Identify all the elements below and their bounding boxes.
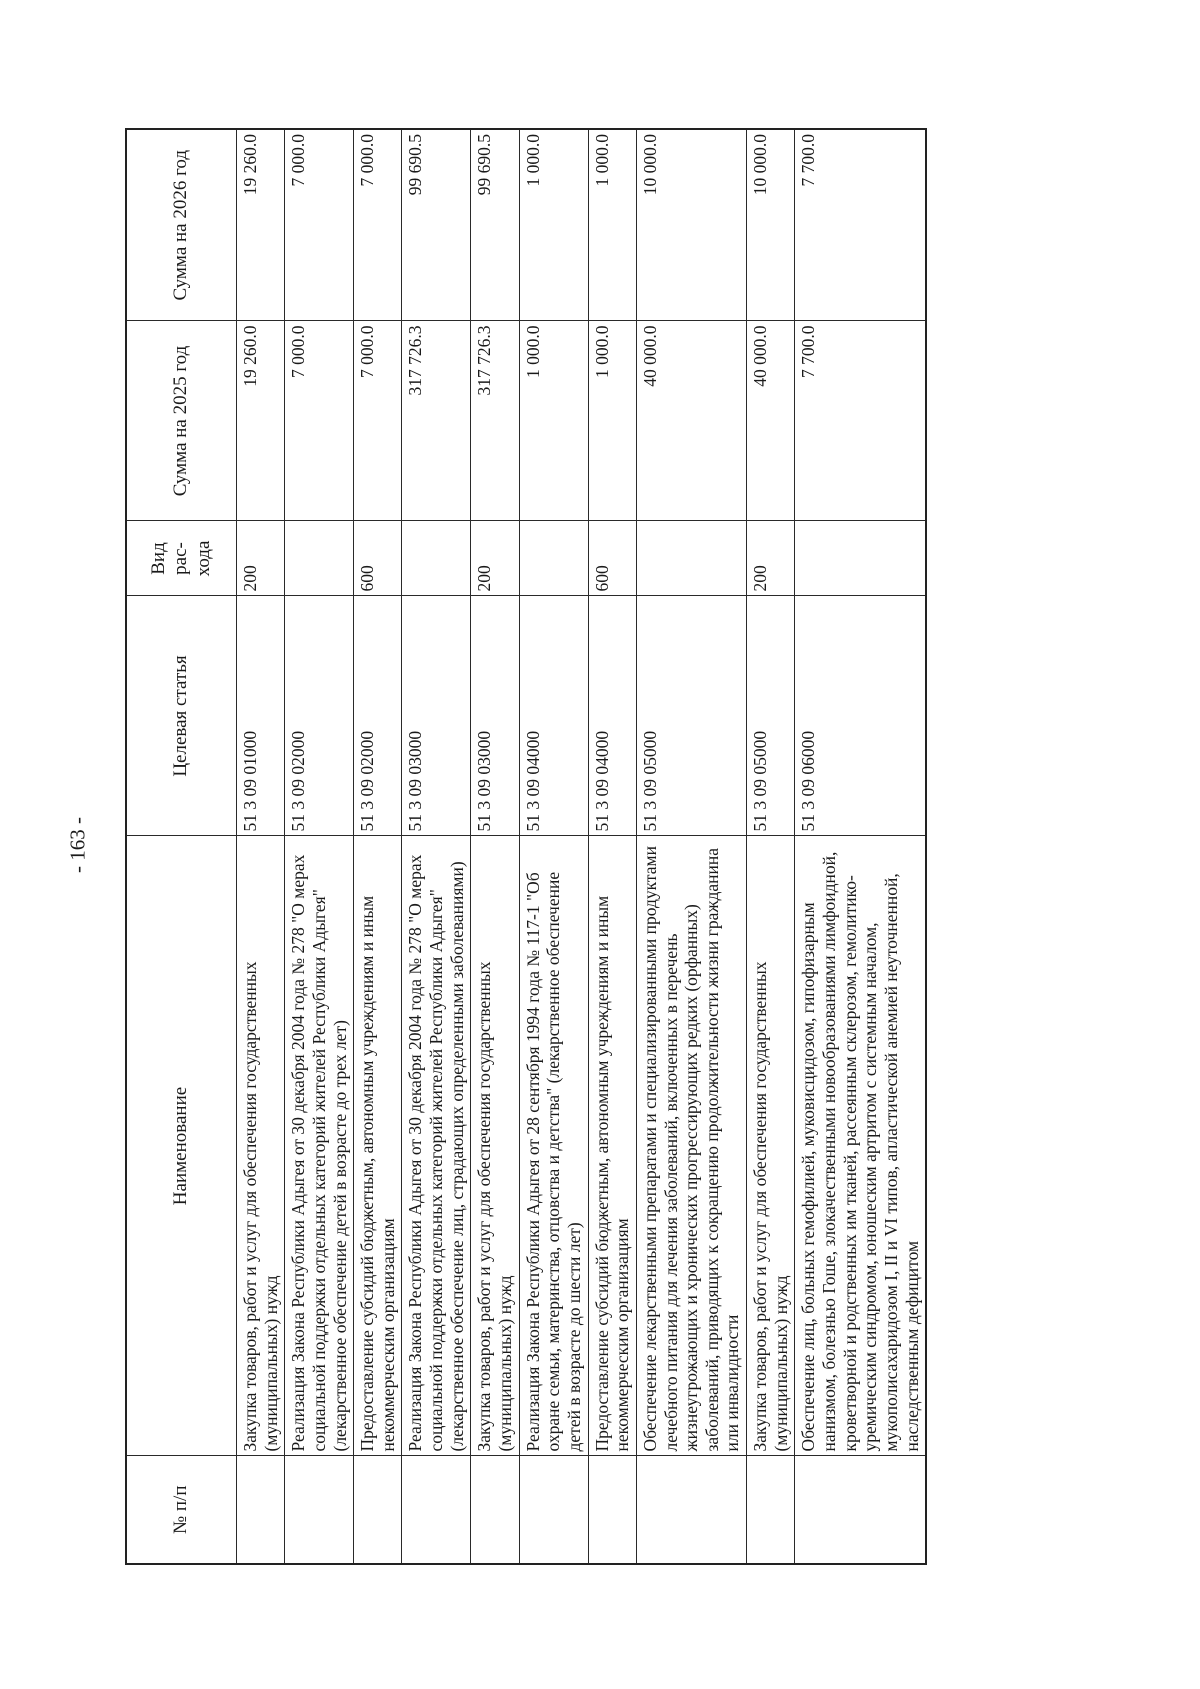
table-row (402, 129, 471, 1564)
row-sum-2025: 1 000.0 (588, 321, 636, 521)
table-row (471, 129, 519, 1564)
header-sum-2026: Сумма на 2026 год (126, 129, 237, 321)
header-code: Целевая статья (126, 596, 237, 836)
row-sum-2025: 40 000.0 (636, 321, 746, 521)
table-row (519, 129, 588, 1564)
row-name: Обеспечение лекарственными препаратами и специализированными продуктами лечебного питания для лечения заболеваний, включенных в перечень жизнеугрожающих и хронических прогрессирующих редких (орфанных) заболеваний, приводящих к сокращению продолжительности жизни гражданина или инвалидности (636, 836, 746, 1456)
row-sum-2025: 7 000.0 (285, 321, 354, 521)
row-idx (237, 1456, 285, 1564)
row-name: Реализация Закона Республики Адыгея от 28 сентября 1994 года № 117-1 "Об охране семьи, материнства, отцовства и детства" (лекарственное обеспечение детей в возрасте до шести лет) (519, 836, 588, 1456)
row-vid: 200 (237, 521, 285, 596)
row-sum-2026: 99 690.5 (471, 129, 519, 321)
table-row (795, 129, 926, 1564)
row-idx (402, 1456, 471, 1564)
row-code: 51 3 09 01000 (237, 596, 285, 836)
table-row (747, 129, 795, 1564)
row-sum-2026: 10 000.0 (747, 129, 795, 321)
table-row (636, 129, 746, 1564)
row-name: Предоставление субсидий бюджетным, автономным учреждениям и иным некоммерческим организациям (354, 836, 402, 1456)
row-vid: 600 (354, 521, 402, 596)
row-idx (747, 1456, 795, 1564)
row-code: 51 3 09 03000 (471, 596, 519, 836)
row-sum-2025: 317 726.3 (471, 321, 519, 521)
row-code: 51 3 09 06000 (795, 596, 926, 836)
row-idx (285, 1456, 354, 1564)
row-vid: 200 (471, 521, 519, 596)
table-header-row (126, 129, 237, 1564)
row-idx (354, 1456, 402, 1564)
row-code: 51 3 09 05000 (636, 596, 746, 836)
table-row (285, 129, 354, 1564)
header-vid: Вид рас- хода (126, 521, 237, 596)
row-name: Закупка товаров, работ и услуг для обеспечения государственных (муниципальных) нужд (471, 836, 519, 1456)
row-name: Реализация Закона Республики Адыгея от 30 декабря 2004 года № 278 "О мерах социальной поддержки отдельных категорий жителей Республики Адыгея" (лекарственное обеспечение детей в возрасте до трех лет) (285, 836, 354, 1456)
row-code: 51 3 09 04000 (588, 596, 636, 836)
row-sum-2025: 40 000.0 (747, 321, 795, 521)
row-sum-2026: 10 000.0 (636, 129, 746, 321)
budget-table (125, 128, 927, 1565)
row-code: 51 3 09 02000 (354, 596, 402, 836)
row-sum-2025: 1 000.0 (519, 321, 588, 521)
budget-table-container (125, 130, 1175, 1565)
row-sum-2025: 7 000.0 (354, 321, 402, 521)
table-row (588, 129, 636, 1564)
row-idx (795, 1456, 926, 1564)
row-sum-2025: 317 726.3 (402, 321, 471, 521)
row-sum-2026: 19 260.0 (237, 129, 285, 321)
row-sum-2026: 99 690.5 (402, 129, 471, 321)
row-vid (795, 521, 926, 596)
row-idx (519, 1456, 588, 1564)
row-idx (588, 1456, 636, 1564)
row-vid: 600 (588, 521, 636, 596)
row-sum-2026: 1 000.0 (519, 129, 588, 321)
row-code: 51 3 09 02000 (285, 596, 354, 836)
row-vid (402, 521, 471, 596)
row-code: 51 3 09 05000 (747, 596, 795, 836)
row-sum-2026: 7 000.0 (285, 129, 354, 321)
table-row (354, 129, 402, 1564)
table-row (237, 129, 285, 1564)
row-name: Реализация Закона Республики Адыгея от 30 декабря 2004 года № 278 "О мерах социальной поддержки отдельных категорий жителей Республики Адыгея" (лекарственное обеспечение лиц, страдающих определенными заболеваниями) (402, 836, 471, 1456)
row-idx (636, 1456, 746, 1564)
row-code: 51 3 09 03000 (402, 596, 471, 836)
row-sum-2025: 7 700.0 (795, 321, 926, 521)
row-sum-2025: 19 260.0 (237, 321, 285, 521)
header-name: Наименование (126, 836, 237, 1456)
row-name: Предоставление субсидий бюджетным, автономным учреждениям и иным некоммерческим организациям (588, 836, 636, 1456)
row-code: 51 3 09 04000 (519, 596, 588, 836)
header-idx: № п/п (126, 1456, 237, 1564)
row-sum-2026: 1 000.0 (588, 129, 636, 321)
row-sum-2026: 7 700.0 (795, 129, 926, 321)
row-vid (285, 521, 354, 596)
header-sum-2025: Сумма на 2025 год (126, 321, 237, 521)
row-sum-2026: 7 000.0 (354, 129, 402, 321)
row-vid: 200 (747, 521, 795, 596)
row-name: Закупка товаров, работ и услуг для обеспечения государственных (муниципальных) нужд (237, 836, 285, 1456)
row-name: Обеспечение лиц, больных гемофилией, муковисцидозом, гипофизарным нанизмом, болезнью Гоше, злокачественными новообразованиями лимфоидной, кроветворной и родственных им тканей, рассеянным склерозом, гемолитико-уремическим синдромом, юношеским артритом с системным началом, мукополисахаридозом I, II и VI типов, апластической анемией неуточненной, наследственным дефицитом (795, 836, 926, 1456)
row-idx (471, 1456, 519, 1564)
row-vid (636, 521, 746, 596)
row-vid (519, 521, 588, 596)
row-name: Закупка товаров, работ и услуг для обеспечения государственных (муниципальных) нужд (747, 836, 795, 1456)
page-number: - 163 - (65, 817, 90, 873)
